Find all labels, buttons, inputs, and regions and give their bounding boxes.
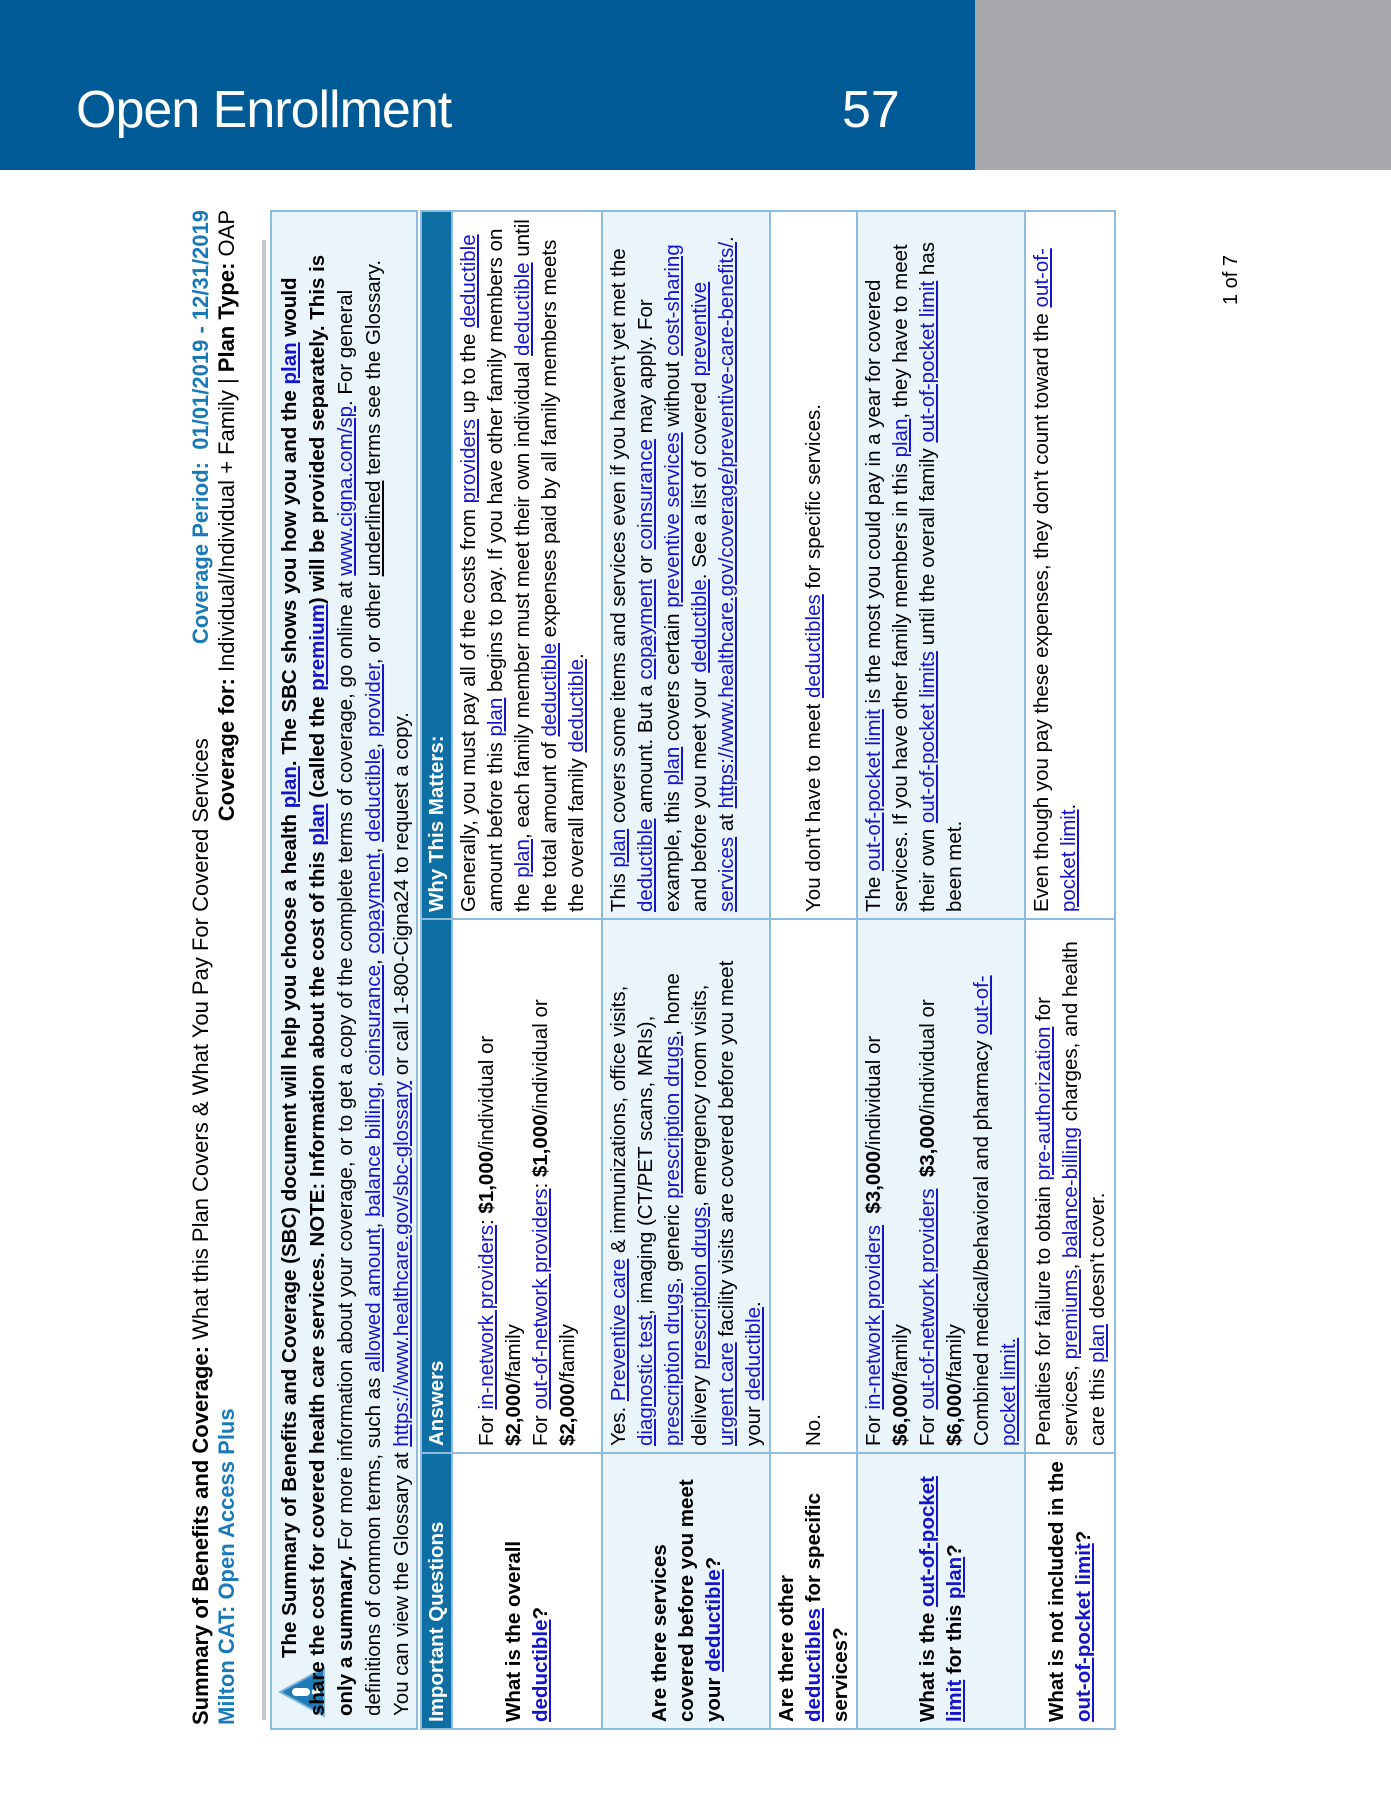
link-plan[interactable]: plan: [306, 803, 329, 846]
page-number: 57: [842, 81, 900, 139]
why-text: up to the: [457, 327, 480, 420]
document-title-bold: Summary of Benefits and Coverage:: [188, 1346, 213, 1725]
oon-oop-individual: $3,000: [916, 1114, 939, 1178]
link-deductible[interactable]: deductible: [565, 659, 588, 753]
why-text: . See a list of covered: [688, 376, 711, 580]
coverage-for: Coverage for: Individual/Individual + Family | Plan Type: OAP: [214, 210, 239, 822]
why-text: Generally, you must pay all of the costs from: [457, 503, 480, 912]
notice-text-1: For more information about your coverage, or to get a copy of the complete terms of coverage, go online at: [334, 575, 357, 1556]
coverage-for-label: Coverage for:: [214, 678, 239, 822]
answer-text: , generic: [661, 1198, 684, 1284]
link-coinsurance[interactable]: coinsurance: [634, 439, 657, 550]
why-cell: [602, 211, 770, 919]
answer-line: [473, 926, 527, 1446]
notice-text-5: or call 1-800-Cigna24 to request a copy.: [390, 712, 413, 1081]
link-diagnostic-test[interactable]: diagnostic test: [634, 1314, 657, 1446]
link-premium[interactable]: premium: [306, 604, 329, 691]
answer-line: [527, 926, 581, 1446]
document-title: [188, 738, 214, 1725]
answer-cell: [602, 919, 770, 1453]
link-plan[interactable]: plan: [1085, 1324, 1109, 1363]
link-copayment[interactable]: copayment: [362, 853, 385, 954]
question-end: ?: [701, 1556, 725, 1570]
question-cell: [1025, 1453, 1115, 1729]
table-header-row: [421, 211, 452, 1729]
link-cost-sharing[interactable]: cost-sharing: [661, 244, 684, 356]
answer-line: [914, 926, 968, 1446]
coverage-period-label: Coverage Period:: [188, 462, 213, 645]
question-end: for specific services?: [802, 1493, 852, 1722]
notice-text-4: terms see the Glossary. You can view the Glossary at: [362, 259, 413, 1716]
table-row: [452, 211, 602, 1729]
link-plan[interactable]: plan: [943, 1556, 966, 1599]
link-copayment[interactable]: copayment: [634, 579, 657, 680]
underlined-word: underlined: [362, 480, 385, 577]
plan-type-label: Plan Type:: [214, 262, 239, 373]
link-out-of-pocket-limits[interactable]: out-of-pocket limits: [916, 651, 939, 824]
link-allowed-amount[interactable]: allowed amount: [362, 1228, 385, 1372]
why-text: .: [1057, 803, 1080, 810]
answer-text: /family: [502, 1324, 525, 1384]
oon-oop-family: $6,000: [943, 1383, 966, 1446]
separator: ,: [362, 1216, 385, 1229]
separator: ,: [362, 841, 385, 854]
answer-cell: No.: [770, 919, 857, 1453]
question-end: ?: [529, 1606, 552, 1620]
question-text: for this: [943, 1598, 966, 1680]
answer-text: /individual or: [862, 1035, 885, 1151]
page-footer: 1 of 7: [1220, 254, 1242, 305]
answer-text: For: [862, 1409, 885, 1446]
sbc-table: [420, 210, 1116, 1730]
question-cell: [857, 1453, 1025, 1729]
link-deductibles[interactable]: deductibles: [802, 1608, 825, 1722]
answer-cell: [1025, 919, 1115, 1453]
document-title-rest: What this Plan Covers & What You Pay For Covered Services: [188, 738, 213, 1347]
link-deductible[interactable]: deductible: [688, 579, 711, 673]
link-plan[interactable]: plan: [511, 839, 534, 878]
answer-text: :: [475, 1213, 498, 1225]
notice-bold-2: . The SBC shows you how you and the: [278, 384, 301, 767]
link-deductible[interactable]: deductible: [701, 1569, 725, 1672]
answer-text: , imaging (CT/PET scans, MRIs),: [634, 1015, 657, 1315]
answer-text: /family: [943, 1324, 966, 1384]
why-text: expenses paid by all family members meets the overall family: [538, 239, 588, 912]
why-text: for specific services.: [802, 404, 825, 595]
question-end: ?: [1072, 1530, 1095, 1544]
why-cell: [1025, 211, 1115, 919]
link-prescription-drugs[interactable]: prescription drugs: [661, 1035, 684, 1199]
notice-bold-5: ) will be provided separately. This is only a summary.: [306, 254, 357, 1716]
notice-text: [276, 226, 416, 1716]
answer-text: facility visits are covered before you meet your: [715, 960, 765, 1446]
why-text: , each family member must meet their own individual: [511, 355, 534, 840]
link-sbc-glossary[interactable]: https://www.healthcare.gov/sbc-glossary: [390, 1080, 413, 1447]
answer-text: Penalties for failure to obtain: [1031, 1180, 1055, 1446]
answer-text: For: [529, 1409, 552, 1446]
link-urgent-care[interactable]: urgent care: [715, 1342, 738, 1446]
divider: [262, 240, 266, 1720]
answer-text: , emergency room visits,: [688, 984, 711, 1207]
question-text: Are there other: [775, 1575, 798, 1722]
answer-text: charges, and health care this: [1058, 941, 1109, 1446]
link-deductible[interactable]: deductible: [538, 643, 561, 737]
separator: ,: [362, 953, 385, 966]
why-text: This: [607, 867, 630, 912]
table-row: [770, 211, 857, 1729]
plan-name: Milton CAT: Open Access Plus: [214, 1408, 239, 1725]
coverage-period: [188, 210, 214, 644]
answer-text: , home delivery: [661, 973, 711, 1446]
deductible-individual: $1,000: [475, 1150, 498, 1214]
link-plan[interactable]: plan: [278, 342, 301, 385]
link-out-of-pocket-limit[interactable]: out-of-pocket limit: [916, 1476, 966, 1722]
answer-cell: [857, 919, 1025, 1453]
why-text: and before you meet your: [688, 672, 711, 912]
link-prescription-drugs[interactable]: prescription drugs: [661, 1283, 684, 1446]
link-preventive-services[interactable]: preventive services: [661, 432, 684, 608]
question-text: What is the overall: [502, 1540, 525, 1722]
oop-family: $6,000: [889, 1383, 912, 1446]
link-in-network-providers[interactable]: in-network providers: [862, 1224, 885, 1410]
why-text: is the most you could pay in a year for covered services. If you have other family members in this: [862, 279, 912, 912]
link-out-of-network-providers[interactable]: out-of-network providers: [916, 1188, 939, 1410]
link-deductible[interactable]: deductible: [511, 262, 534, 356]
link-deductible[interactable]: deductible: [529, 1619, 552, 1722]
answer-text: .: [742, 1301, 765, 1307]
notice-bold-1: The Summary of Benefits and Coverage (SBC) document will help you choose a health: [278, 808, 301, 1658]
why-text: covers certain: [661, 607, 684, 747]
section-title: Open Enrollment: [76, 81, 452, 139]
link-deductible[interactable]: deductible: [742, 1306, 765, 1401]
link-cigna-sp[interactable]: www.cigna.com/sp: [334, 405, 357, 576]
link-pre-authorization[interactable]: pre-authorization: [1031, 1026, 1055, 1181]
link-balance-billing[interactable]: balance-billing: [1058, 1126, 1082, 1259]
link-coinsurance[interactable]: coinsurance: [362, 965, 385, 1076]
why-cell: [857, 211, 1025, 919]
answer-text: /family: [889, 1324, 912, 1384]
why-text: You don't have to meet: [802, 697, 825, 912]
why-text: until the total amount of: [511, 219, 561, 912]
link-plan[interactable]: plan: [889, 418, 912, 458]
notice-bold-4: (called the: [306, 690, 329, 804]
plan-type-value: OAP: [214, 210, 239, 257]
link-plan[interactable]: plan: [278, 766, 301, 809]
link-deductibles[interactable]: deductibles: [802, 594, 825, 698]
notice-text-3: , or other: [362, 576, 385, 665]
answer-text: /family: [556, 1324, 579, 1384]
deductible-family: $2,000: [502, 1383, 525, 1446]
why-text: at: [715, 808, 738, 837]
answer-line: [860, 926, 914, 1446]
why-text: Even though you pay these expenses, they don't count toward the: [1030, 307, 1053, 912]
oon-deductible-individual: $1,000: [529, 1114, 552, 1178]
why-cell: [770, 211, 857, 919]
link-preventive-services[interactable]: preventive services: [688, 281, 738, 912]
why-text: The: [862, 870, 885, 912]
question-cell: [452, 1453, 602, 1729]
oop-individual: $3,000: [862, 1150, 885, 1214]
header-why-this-matters: Why This Matters:: [421, 211, 452, 919]
link-preventive-care[interactable]: Preventive care: [607, 1258, 630, 1402]
link-plan[interactable]: plan: [607, 828, 630, 868]
why-text: , they have to meet their own: [889, 244, 939, 912]
question-text: What is the: [916, 1606, 939, 1722]
link-out-of-pocket-limit[interactable]: out-of-pocket limit: [916, 280, 939, 443]
link-provider[interactable]: provider: [362, 664, 385, 738]
question-cell: [770, 1453, 857, 1729]
why-cell: [452, 211, 602, 919]
answer-text: & immunizations, office visits,: [607, 985, 630, 1259]
answer-text: /individual or: [475, 1035, 498, 1151]
question-cell: [602, 1453, 770, 1729]
header-important-questions: Important Questions: [421, 1453, 452, 1729]
why-text: .: [715, 236, 738, 242]
link-out-of-network-providers[interactable]: out-of-network providers: [529, 1188, 552, 1410]
why-text: without: [661, 355, 684, 433]
separator: ,: [362, 737, 385, 749]
answer-text: For: [916, 1409, 939, 1446]
coverage-for-value: Individual/Individual + Family: [214, 390, 239, 673]
header-gray-block: [975, 0, 1391, 170]
answer-text: ,: [1058, 1258, 1082, 1270]
why-text: has been met.: [916, 242, 966, 912]
why-text: amount. But a: [634, 679, 657, 819]
link-plan[interactable]: plan: [484, 697, 507, 737]
link-in-network-providers[interactable]: in-network providers: [475, 1224, 498, 1410]
link-out-of-pocket-limit[interactable]: out-of-pocket limit: [1072, 1543, 1095, 1722]
coverage-period-value: 01/01/2019 - 12/31/2019: [188, 210, 213, 450]
link-out-of-pocket-limit[interactable]: out-of-pocket limit.: [970, 975, 1020, 1446]
link-prescription-drugs[interactable]: prescription drugs: [688, 1206, 711, 1370]
table-row: [602, 211, 770, 1729]
why-text: amount before this: [484, 736, 507, 912]
link-deductible[interactable]: deductible: [362, 748, 385, 842]
why-text: until the overall family: [916, 442, 939, 652]
answer-text: :: [529, 1177, 552, 1189]
answer-text: For: [475, 1409, 498, 1446]
notice-bold-3: would share the cost for covered health care services. NOTE: Information about the cost of this: [278, 277, 329, 1716]
sbc-notice-box: [270, 210, 418, 1730]
header-answers: Answers: [421, 919, 452, 1453]
link-providers[interactable]: providers: [457, 419, 480, 504]
rotated-sbc-page: [0, 170, 1391, 1800]
question-text: Are there services covered before you meet your: [647, 1479, 725, 1722]
table-row: [1025, 211, 1115, 1729]
oon-deductible-family: $2,000: [556, 1383, 579, 1446]
separator: ,: [362, 1075, 385, 1087]
why-text: begins to pay. If you have other family members on the: [484, 228, 534, 912]
why-text: covers some items and services even if you haven't yet met the: [607, 248, 630, 829]
link-preventive-care-benefits[interactable]: https://www.healthcare.gov/coverage/preventive-care-benefits/: [715, 241, 738, 809]
table-row: [857, 211, 1025, 1729]
question-end: ?: [943, 1544, 966, 1557]
link-premiums[interactable]: premiums: [1058, 1269, 1082, 1360]
answer-text: Combined medical/behavioral and pharmacy: [970, 1034, 993, 1446]
answer-line: [968, 926, 1022, 1446]
link-deductible[interactable]: deductible: [634, 818, 657, 912]
answer-text: /individual or: [529, 999, 552, 1115]
answer-text: Yes.: [607, 1401, 630, 1446]
answer-text: for services,: [1031, 997, 1082, 1446]
why-text: may apply. For example, this: [634, 299, 684, 912]
link-balance-billing[interactable]: balance billing: [362, 1086, 385, 1217]
why-text: or: [634, 549, 657, 580]
link-deductible[interactable]: deductible: [457, 234, 480, 328]
why-text: .: [565, 653, 588, 660]
answer-text: /individual or: [916, 999, 939, 1115]
answer-cell: [452, 919, 602, 1453]
link-out-of-pocket-limit[interactable]: out-of-pocket limit: [862, 709, 885, 871]
notice-text-2: . For general definitions of common terms, such as: [334, 289, 385, 1716]
link-plan[interactable]: plan: [661, 746, 684, 786]
link-out-of-pocket-limit[interactable]: out-of-pocket limit: [1030, 248, 1080, 912]
answer-text: doesn't cover.: [1085, 1192, 1109, 1325]
question-text: What is not included in the: [1045, 1461, 1068, 1722]
